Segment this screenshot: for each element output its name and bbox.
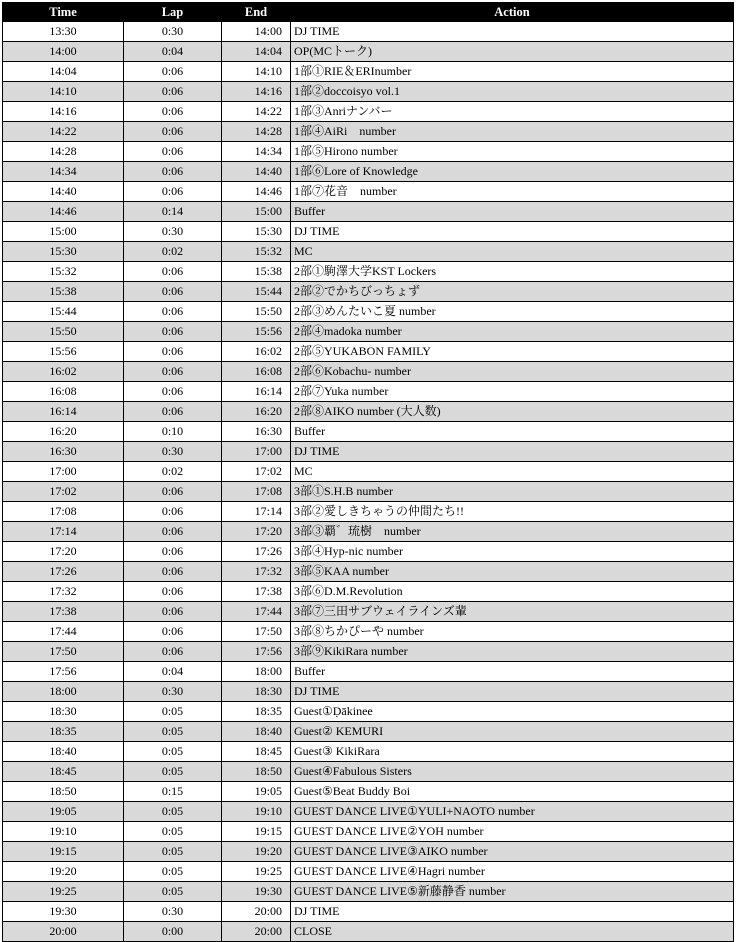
time-cell: 14:34	[3, 162, 124, 182]
lap-cell: 0:05	[124, 802, 222, 822]
table-row	[3, 342, 734, 362]
table-row	[3, 622, 734, 642]
action-cell: 1部④AiRi number	[291, 122, 734, 142]
end-cell: 19:05	[222, 782, 291, 802]
time-cell: 16:02	[3, 362, 124, 382]
action-cell: Buffer	[291, 662, 734, 682]
action-cell: 1部③Anriナンバー	[291, 102, 734, 122]
lap-cell: 0:05	[124, 702, 222, 722]
time-cell: 17:56	[3, 662, 124, 682]
action-cell: 2部⑤YUKABON FAMILY	[291, 342, 734, 362]
action-cell: GUEST DANCE LIVE④Hagri number	[291, 862, 734, 882]
end-cell: 14:46	[222, 182, 291, 202]
table-row	[3, 202, 734, 222]
end-cell: 15:00	[222, 202, 291, 222]
time-cell: 17:08	[3, 502, 124, 522]
end-cell: 15:44	[222, 282, 291, 302]
time-cell: 14:28	[3, 142, 124, 162]
table-row	[3, 382, 734, 402]
time-cell: 19:10	[3, 822, 124, 842]
action-cell: 1部⑦花音 number	[291, 182, 734, 202]
end-cell: 17:26	[222, 542, 291, 562]
lap-cell: 0:06	[124, 502, 222, 522]
lap-cell: 0:06	[124, 562, 222, 582]
lap-cell: 0:06	[124, 362, 222, 382]
time-cell: 15:56	[3, 342, 124, 362]
action-cell: GUEST DANCE LIVE②YOH number	[291, 822, 734, 842]
end-cell: 19:20	[222, 842, 291, 862]
end-cell: 14:34	[222, 142, 291, 162]
time-cell: 19:15	[3, 842, 124, 862]
time-cell: 14:00	[3, 42, 124, 62]
time-cell: 14:46	[3, 202, 124, 222]
time-cell: 15:38	[3, 282, 124, 302]
lap-cell: 0:02	[124, 462, 222, 482]
lap-cell: 0:06	[124, 342, 222, 362]
table-row	[3, 182, 734, 202]
time-cell: 14:04	[3, 62, 124, 82]
action-cell: 3部①S.H.B number	[291, 482, 734, 502]
lap-cell: 0:10	[124, 422, 222, 442]
table-row	[3, 642, 734, 662]
lap-cell: 0:06	[124, 142, 222, 162]
table-row	[3, 82, 734, 102]
table-row	[3, 882, 734, 902]
lap-cell: 0:06	[124, 382, 222, 402]
table-row	[3, 742, 734, 762]
action-cell: CLOSE	[291, 922, 734, 942]
end-cell: 19:30	[222, 882, 291, 902]
end-cell: 19:15	[222, 822, 291, 842]
lap-cell: 0:15	[124, 782, 222, 802]
action-cell: Buffer	[291, 422, 734, 442]
table-row	[3, 42, 734, 62]
lap-cell: 0:04	[124, 42, 222, 62]
action-cell: DJ TIME	[291, 442, 734, 462]
table-row	[3, 302, 734, 322]
lap-cell: 0:00	[124, 922, 222, 942]
action-cell: 3部⑨KikiRara number	[291, 642, 734, 662]
end-cell: 17:08	[222, 482, 291, 502]
lap-cell: 0:05	[124, 762, 222, 782]
table-row	[3, 162, 734, 182]
end-cell: 15:32	[222, 242, 291, 262]
time-cell: 14:10	[3, 82, 124, 102]
time-cell: 19:30	[3, 902, 124, 922]
lap-cell: 0:06	[124, 602, 222, 622]
action-cell: Guest② KEMURI	[291, 722, 734, 742]
lap-cell: 0:30	[124, 222, 222, 242]
lap-cell: 0:06	[124, 182, 222, 202]
lap-cell: 0:05	[124, 882, 222, 902]
end-cell: 17:20	[222, 522, 291, 542]
end-cell: 17:02	[222, 462, 291, 482]
end-cell: 16:02	[222, 342, 291, 362]
end-cell: 14:04	[222, 42, 291, 62]
table-row	[3, 762, 734, 782]
header-end: End	[222, 3, 291, 22]
action-cell: DJ TIME	[291, 222, 734, 242]
time-cell: 17:50	[3, 642, 124, 662]
time-cell: 17:02	[3, 482, 124, 502]
table-row	[3, 662, 734, 682]
action-cell: Guest③ KikiRara	[291, 742, 734, 762]
table-row	[3, 222, 734, 242]
lap-cell: 0:06	[124, 162, 222, 182]
time-cell: 15:44	[3, 302, 124, 322]
table-row	[3, 442, 734, 462]
time-cell: 16:30	[3, 442, 124, 462]
action-cell: DJ TIME	[291, 902, 734, 922]
action-cell: 1部⑥Lore of Knowledge	[291, 162, 734, 182]
lap-cell: 0:06	[124, 62, 222, 82]
action-cell: 2部④madoka number	[291, 322, 734, 342]
time-cell: 17:32	[3, 582, 124, 602]
table-row	[3, 722, 734, 742]
time-cell: 18:40	[3, 742, 124, 762]
lap-cell: 0:06	[124, 322, 222, 342]
end-cell: 19:25	[222, 862, 291, 882]
table-row	[3, 362, 734, 382]
lap-cell: 0:06	[124, 122, 222, 142]
lap-cell: 0:14	[124, 202, 222, 222]
time-cell: 18:45	[3, 762, 124, 782]
lap-cell: 0:06	[124, 482, 222, 502]
time-cell: 14:40	[3, 182, 124, 202]
time-cell: 17:26	[3, 562, 124, 582]
time-cell: 13:30	[3, 22, 124, 42]
time-cell: 16:08	[3, 382, 124, 402]
action-cell: 2部①駒澤大学KST Lockers	[291, 262, 734, 282]
table-row	[3, 602, 734, 622]
end-cell: 17:56	[222, 642, 291, 662]
time-cell: 19:05	[3, 802, 124, 822]
time-cell: 18:50	[3, 782, 124, 802]
table-row	[3, 862, 734, 882]
table-row	[3, 542, 734, 562]
action-cell: 3部③覇゛琉樹 number	[291, 522, 734, 542]
table-row	[3, 402, 734, 422]
end-cell: 17:14	[222, 502, 291, 522]
time-cell: 14:22	[3, 122, 124, 142]
table-row	[3, 482, 734, 502]
table-row	[3, 562, 734, 582]
time-cell: 17:44	[3, 622, 124, 642]
time-cell: 15:00	[3, 222, 124, 242]
end-cell: 20:00	[222, 902, 291, 922]
time-cell: 18:30	[3, 702, 124, 722]
time-cell: 18:00	[3, 682, 124, 702]
table-row	[3, 922, 734, 942]
end-cell: 18:50	[222, 762, 291, 782]
lap-cell: 0:06	[124, 262, 222, 282]
time-cell: 17:20	[3, 542, 124, 562]
lap-cell: 0:06	[124, 282, 222, 302]
action-cell: 1部②doccoisyo vol.1	[291, 82, 734, 102]
end-cell: 17:32	[222, 562, 291, 582]
end-cell: 14:10	[222, 62, 291, 82]
timetable	[2, 2, 734, 942]
table-row	[3, 582, 734, 602]
table-row	[3, 822, 734, 842]
action-cell: DJ TIME	[291, 682, 734, 702]
table-row	[3, 682, 734, 702]
lap-cell: 0:06	[124, 402, 222, 422]
header-lap: Lap	[124, 3, 222, 22]
action-cell: 3部②愛しきちゃうの仲間たち!!	[291, 502, 734, 522]
time-cell: 19:25	[3, 882, 124, 902]
action-cell: 2部③めんたいこ夏 number	[291, 302, 734, 322]
lap-cell: 0:06	[124, 582, 222, 602]
time-cell: 17:38	[3, 602, 124, 622]
time-cell: 17:14	[3, 522, 124, 542]
lap-cell: 0:06	[124, 522, 222, 542]
end-cell: 15:38	[222, 262, 291, 282]
table-row	[3, 422, 734, 442]
lap-cell: 0:05	[124, 822, 222, 842]
table-row	[3, 502, 734, 522]
action-cell: Guest①Ḍākinee	[291, 702, 734, 722]
time-cell: 14:16	[3, 102, 124, 122]
table-row	[3, 102, 734, 122]
time-cell: 15:50	[3, 322, 124, 342]
end-cell: 15:30	[222, 222, 291, 242]
action-cell: Buffer	[291, 202, 734, 222]
table-row	[3, 322, 734, 342]
action-cell: DJ TIME	[291, 22, 734, 42]
action-cell: 3部⑦三田サブウェイラインズ輩	[291, 602, 734, 622]
lap-cell: 0:30	[124, 22, 222, 42]
end-cell: 17:00	[222, 442, 291, 462]
action-cell: MC	[291, 242, 734, 262]
action-cell: 1部①RIE＆ERInumber	[291, 62, 734, 82]
table-row	[3, 62, 734, 82]
lap-cell: 0:05	[124, 842, 222, 862]
action-cell: GUEST DANCE LIVE③AIKO number	[291, 842, 734, 862]
end-cell: 18:00	[222, 662, 291, 682]
end-cell: 17:44	[222, 602, 291, 622]
table-row	[3, 262, 734, 282]
lap-cell: 0:06	[124, 102, 222, 122]
lap-cell: 0:02	[124, 242, 222, 262]
action-cell: GUEST DANCE LIVE①YULI+NAOTO number	[291, 802, 734, 822]
action-cell: 3部⑧ちかぴーや number	[291, 622, 734, 642]
table-row	[3, 782, 734, 802]
time-cell: 18:35	[3, 722, 124, 742]
table-row	[3, 522, 734, 542]
action-cell: MC	[291, 462, 734, 482]
header-action: Action	[291, 3, 734, 22]
action-cell: GUEST DANCE LIVE⑤新藤静香 number	[291, 882, 734, 902]
action-cell: 2部②でかちびっちょず	[291, 282, 734, 302]
header-row	[3, 3, 734, 22]
time-cell: 15:32	[3, 262, 124, 282]
end-cell: 14:00	[222, 22, 291, 42]
time-cell: 19:20	[3, 862, 124, 882]
lap-cell: 0:30	[124, 442, 222, 462]
time-cell: 20:00	[3, 922, 124, 942]
end-cell: 15:56	[222, 322, 291, 342]
lap-cell: 0:06	[124, 642, 222, 662]
end-cell: 15:50	[222, 302, 291, 322]
end-cell: 18:30	[222, 682, 291, 702]
time-cell: 16:20	[3, 422, 124, 442]
end-cell: 20:00	[222, 922, 291, 942]
action-cell: 2部⑦Yuka number	[291, 382, 734, 402]
end-cell: 14:22	[222, 102, 291, 122]
lap-cell: 0:06	[124, 82, 222, 102]
table-row	[3, 462, 734, 482]
header-time: Time	[3, 3, 124, 22]
lap-cell: 0:06	[124, 622, 222, 642]
action-cell: Guest④Fabulous Sisters	[291, 762, 734, 782]
action-cell: 3部④Hyp-nic number	[291, 542, 734, 562]
end-cell: 19:10	[222, 802, 291, 822]
action-cell: 3部⑤KAA number	[291, 562, 734, 582]
lap-cell: 0:05	[124, 722, 222, 742]
table-row	[3, 122, 734, 142]
action-cell: 1部⑤Hirono number	[291, 142, 734, 162]
end-cell: 14:28	[222, 122, 291, 142]
table-row	[3, 802, 734, 822]
time-cell: 16:14	[3, 402, 124, 422]
table-row	[3, 902, 734, 922]
table-row	[3, 22, 734, 42]
lap-cell: 0:30	[124, 902, 222, 922]
action-cell: 3部⑥D.M.Revolution	[291, 582, 734, 602]
end-cell: 17:38	[222, 582, 291, 602]
lap-cell: 0:06	[124, 542, 222, 562]
lap-cell: 0:06	[124, 302, 222, 322]
action-cell: OP(MCトーク)	[291, 42, 734, 62]
end-cell: 16:30	[222, 422, 291, 442]
table-row	[3, 842, 734, 862]
lap-cell: 0:05	[124, 742, 222, 762]
lap-cell: 0:04	[124, 662, 222, 682]
action-cell: Guest⑤Beat Buddy Boi	[291, 782, 734, 802]
end-cell: 16:20	[222, 402, 291, 422]
table-row	[3, 282, 734, 302]
action-cell: 2部⑥Kobachu- number	[291, 362, 734, 382]
end-cell: 16:08	[222, 362, 291, 382]
end-cell: 14:40	[222, 162, 291, 182]
lap-cell: 0:30	[124, 682, 222, 702]
time-cell: 15:30	[3, 242, 124, 262]
end-cell: 18:40	[222, 722, 291, 742]
table-row	[3, 142, 734, 162]
table-row	[3, 702, 734, 722]
time-cell: 17:00	[3, 462, 124, 482]
end-cell: 18:35	[222, 702, 291, 722]
end-cell: 14:16	[222, 82, 291, 102]
lap-cell: 0:05	[124, 862, 222, 882]
end-cell: 18:45	[222, 742, 291, 762]
end-cell: 17:50	[222, 622, 291, 642]
end-cell: 16:14	[222, 382, 291, 402]
action-cell: 2部⑧AIKO number (大人数)	[291, 402, 734, 422]
table-row	[3, 242, 734, 262]
